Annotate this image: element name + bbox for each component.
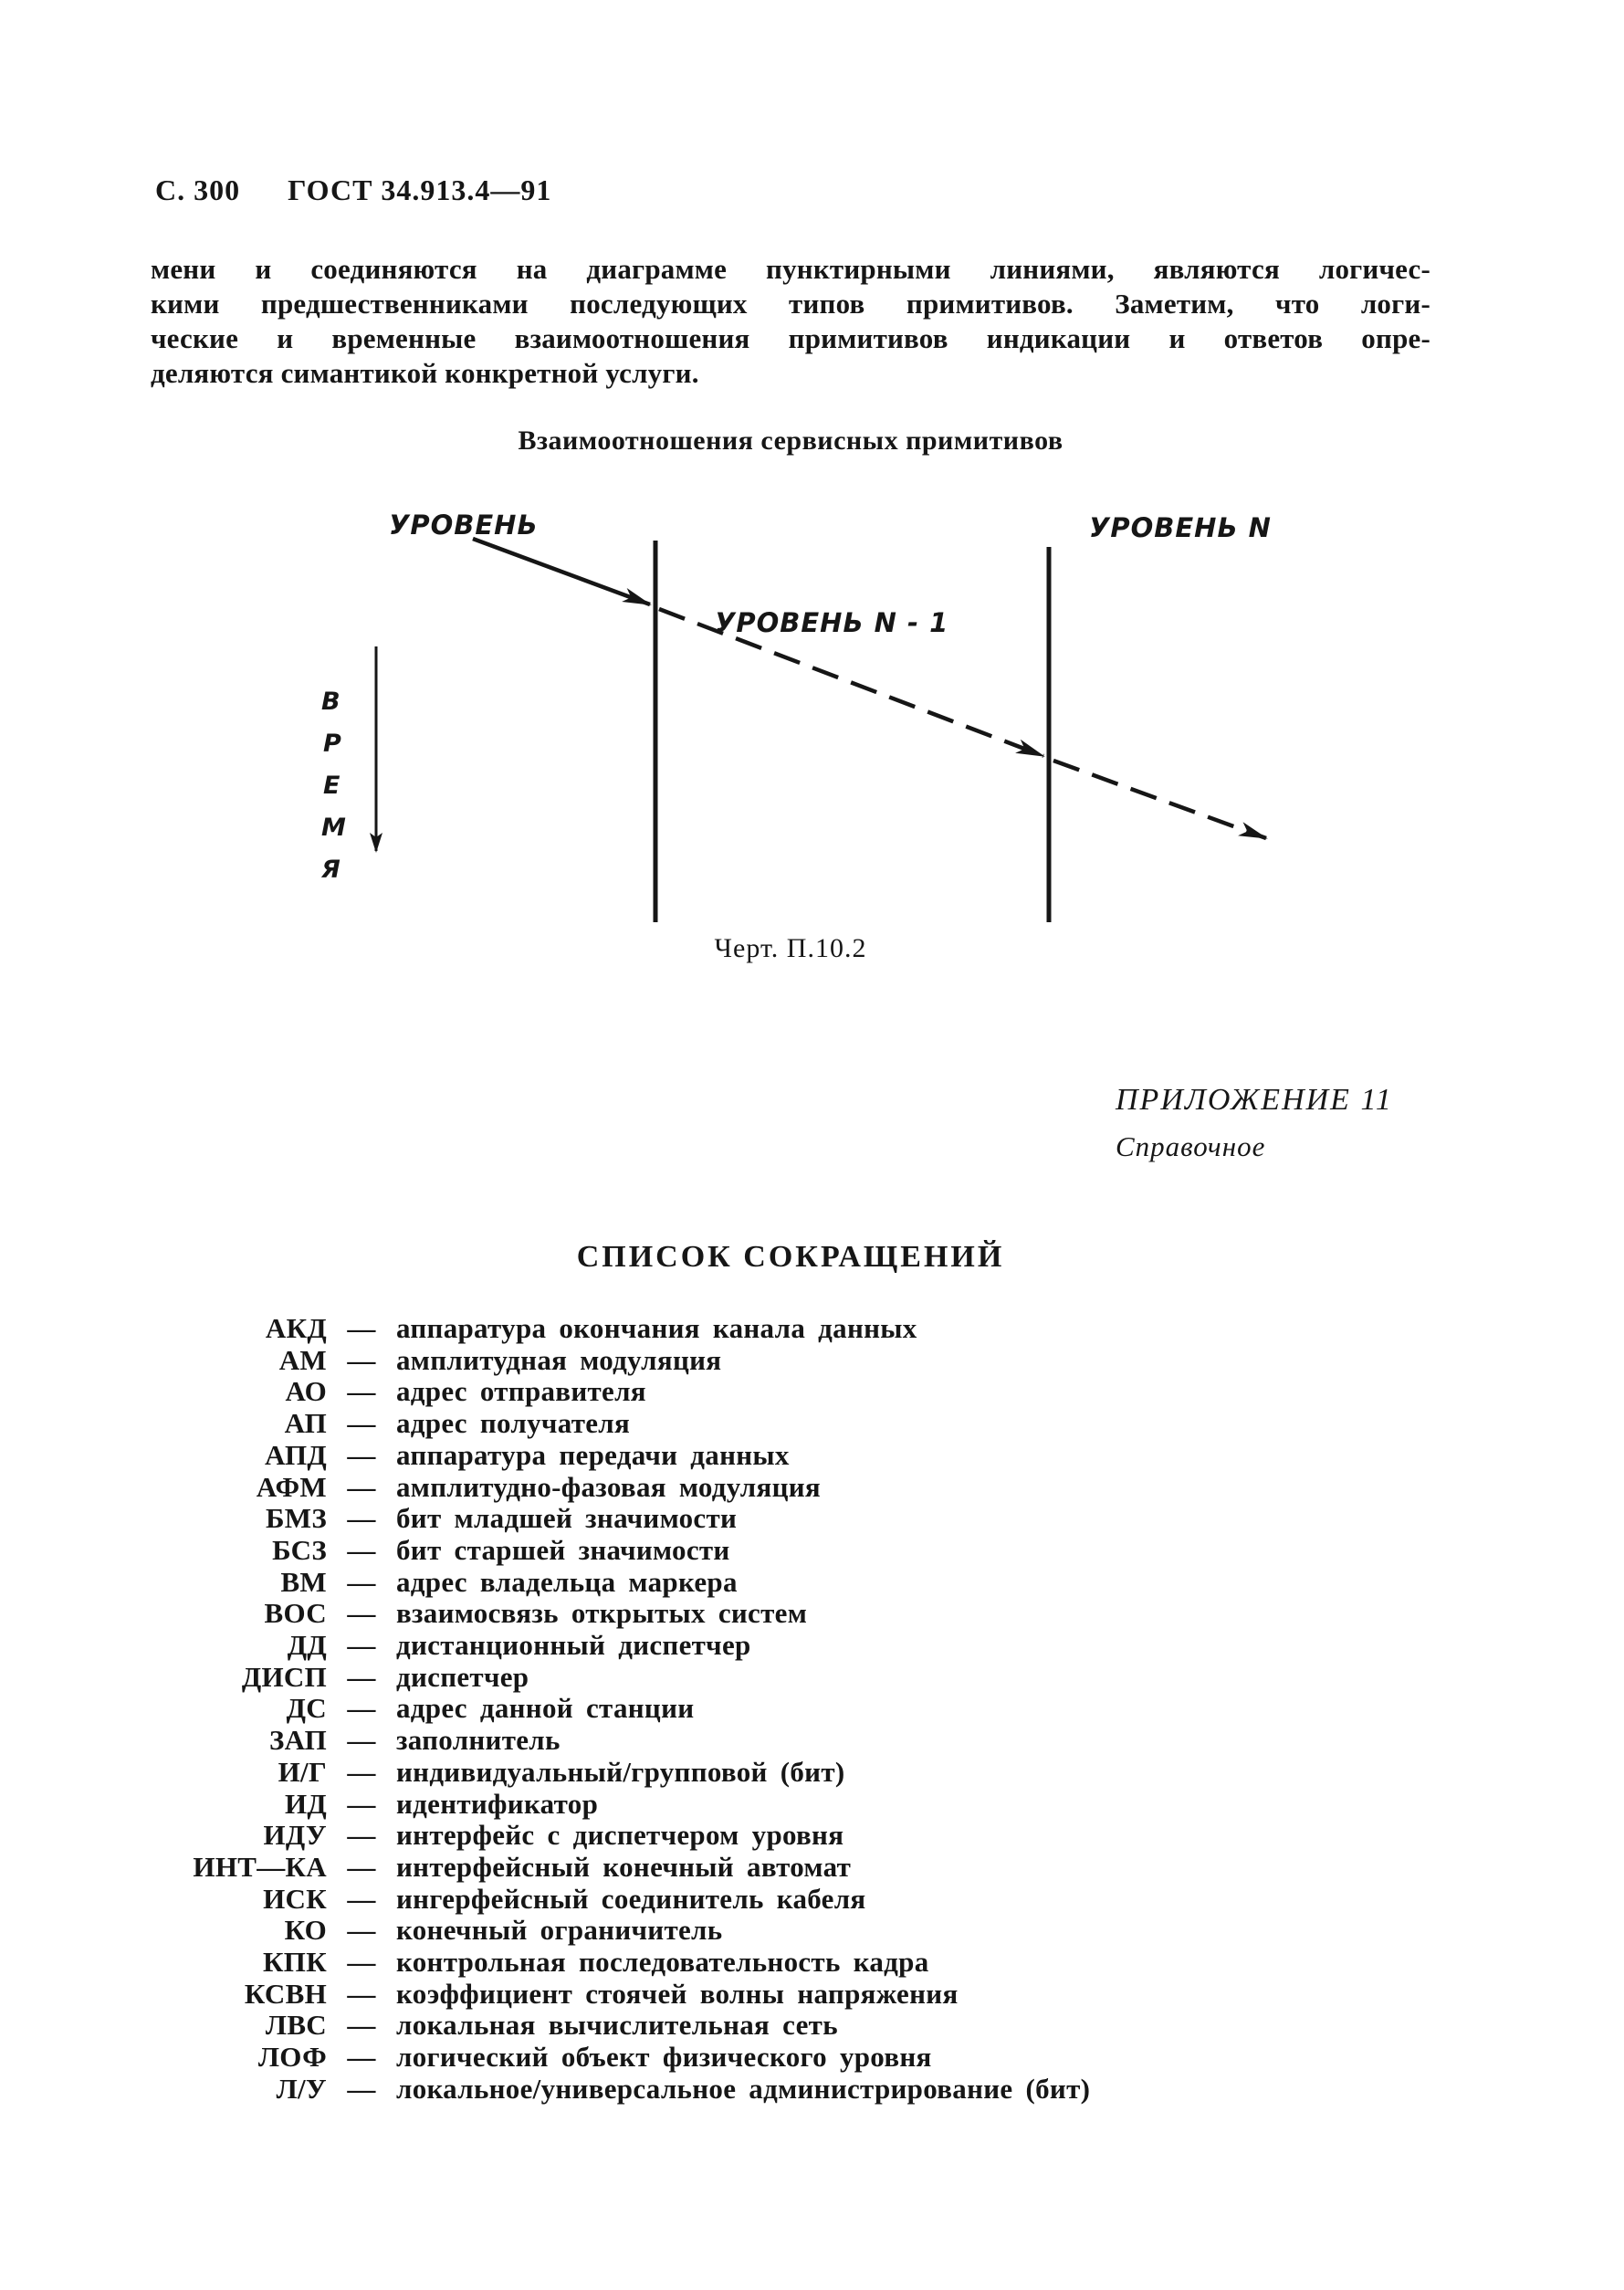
abbreviation-row	[137, 1567, 1470, 1599]
abbreviation-term: ДС	[286, 1692, 327, 1725]
abbreviation-definition: локальная вычислительная сеть	[396, 2009, 838, 2042]
abbreviation-row	[137, 1757, 1470, 1789]
abbreviation-definition: интерфейс с диспетчером уровня	[396, 1819, 844, 1852]
figure-title: Взаимоотношения сервисных примитивов	[518, 425, 1063, 456]
abbreviation-row	[137, 1630, 1470, 1662]
abbreviation-row	[137, 1979, 1470, 2011]
abbreviation-row	[137, 1789, 1470, 1821]
service-primitives-diagram	[310, 493, 1315, 931]
paragraph-line: ческие и временные взаимоотношения примитивов индикации и ответов опре-	[151, 322, 1430, 354]
abbreviation-row	[137, 2010, 1470, 2042]
body-paragraph	[151, 252, 1430, 391]
abbreviation-row	[137, 1345, 1470, 1377]
dash-separator: —	[347, 1914, 376, 1947]
abbreviation-term: И/Г	[278, 1755, 327, 1788]
abbreviation-definition: локальное/универсальное администрирование (бит)	[396, 2072, 1091, 2105]
abbreviation-definition: адрес отправителя	[396, 1375, 646, 1408]
abbreviation-definition: диспетчер	[396, 1660, 529, 1693]
dash-separator: —	[347, 1977, 376, 2010]
abbreviation-definition: логический объект физического уровня	[396, 2041, 932, 2074]
abbreviation-row	[137, 1503, 1470, 1535]
abbreviation-definition: бит старшей значимости	[396, 1533, 730, 1566]
abbreviation-term: ДИСП	[241, 1660, 327, 1693]
dash-separator: —	[347, 1533, 376, 1566]
abbreviation-term: ВОС	[264, 1597, 327, 1630]
page-number: С. 300	[155, 173, 241, 206]
level-label: УРОВЕНЬ	[389, 509, 539, 541]
abbreviation-list	[137, 1313, 1470, 2106]
abbreviation-definition: аппаратура окончания канала данных	[396, 1312, 917, 1344]
abbreviation-term: Л/У	[276, 2072, 327, 2105]
dash-separator: —	[347, 1660, 376, 1693]
abbreviation-term: АФМ	[256, 1470, 327, 1503]
figure-caption: Черт. П.10.2	[714, 933, 867, 963]
paragraph-line: деляются симантикой конкретной услуги.	[151, 357, 699, 389]
abbreviation-term: АКД	[265, 1312, 327, 1344]
abbreviation-term: ИСК	[263, 1882, 327, 1915]
abbreviation-row	[137, 1947, 1470, 1979]
abbreviation-row	[137, 1535, 1470, 1567]
abbreviation-definition: идентификатор	[396, 1787, 599, 1820]
time-letter-v: В	[321, 688, 341, 716]
dash-separator: —	[347, 1787, 376, 1820]
dash-separator: —	[347, 1565, 376, 1598]
dash-separator: —	[347, 1882, 376, 1915]
dash-separator: —	[347, 2041, 376, 2074]
abbreviation-definition: индивидуальный/групповой (бит)	[396, 1755, 845, 1788]
abbreviation-term: ДД	[287, 1629, 327, 1662]
abbreviation-term: ИНТ—КА	[193, 1850, 327, 1883]
time-letter-m: М	[321, 814, 346, 842]
dash-separator: —	[347, 1755, 376, 1788]
dash-separator: —	[347, 2072, 376, 2105]
abbreviation-term: БМЗ	[265, 1502, 327, 1535]
dash-separator: —	[347, 1692, 376, 1725]
abbreviation-definition: заполнитель	[396, 1724, 561, 1757]
abbreviation-row	[137, 2074, 1470, 2106]
abbreviation-row	[137, 1884, 1470, 1916]
abbreviation-definition: интерфейсный конечный автомат	[396, 1850, 852, 1883]
dash-separator: —	[347, 2009, 376, 2042]
abbreviation-row	[137, 1472, 1470, 1504]
abbreviation-definition: адрес данной станции	[396, 1692, 695, 1725]
abbreviation-row	[137, 1662, 1470, 1694]
abbreviation-row	[137, 1408, 1470, 1440]
abbreviation-term: АО	[285, 1375, 327, 1408]
abbreviation-term: ИД	[284, 1787, 327, 1820]
paragraph-line: мени и соединяются на диаграмме пунктирными линиями, являются логичес-	[151, 253, 1430, 285]
dash-separator: —	[347, 1597, 376, 1630]
dash-separator: —	[347, 1407, 376, 1440]
abbreviation-row	[137, 1820, 1470, 1852]
abbreviation-row	[137, 1915, 1470, 1947]
abbreviation-definition: коэффициент стоячей волны напряжения	[396, 1977, 959, 2010]
dash-separator: —	[347, 1502, 376, 1535]
time-letter-e: Е	[323, 772, 341, 800]
dash-separator: —	[347, 1724, 376, 1757]
abbreviation-term: КПК	[263, 1946, 327, 1979]
abbreviation-definition: конечный ограничитель	[396, 1914, 723, 1947]
abbreviation-definition: взаимосвязь открытых систем	[396, 1597, 808, 1630]
page-header	[155, 173, 551, 207]
paragraph-line: кими предшественниками последующих типов примитивов. Заметим, что логи-	[151, 288, 1430, 320]
abbreviation-definition: ингерфейсный соединитель кабеля	[396, 1882, 866, 1915]
appendix-subtitle: Справочное	[1116, 1130, 1266, 1162]
time-letter-ya: Я	[321, 856, 341, 884]
dash-separator: —	[347, 1438, 376, 1471]
dash-separator: —	[347, 1375, 376, 1408]
abbreviation-term: ЗАП	[269, 1724, 327, 1757]
standard-number: ГОСТ 34.913.4—91	[288, 173, 552, 206]
abbreviation-term: АП	[284, 1407, 327, 1440]
level-n-label: УРОВЕНЬ N	[1089, 512, 1272, 543]
abbreviation-term: БСЗ	[272, 1533, 327, 1566]
abbreviation-definition: амплитудно-фазовая модуляция	[396, 1470, 821, 1503]
primitive-arrow-dashed-2	[1053, 761, 1266, 838]
abbreviation-term: АМ	[278, 1343, 327, 1376]
time-letter-r: Р	[323, 730, 341, 758]
abbreviation-row	[137, 1725, 1470, 1757]
dash-separator: —	[347, 1850, 376, 1883]
abbreviation-term: КО	[284, 1914, 327, 1947]
abbreviation-row	[137, 2042, 1470, 2074]
abbreviation-row	[137, 1852, 1470, 1884]
appendix-title: ПРИЛОЖЕНИЕ 11	[1116, 1083, 1393, 1117]
abbreviation-term: ИДУ	[263, 1819, 327, 1852]
abbreviation-term: КСВН	[244, 1977, 327, 2010]
level-n-minus-1-label: УРОВЕНЬ N - 1	[715, 607, 949, 638]
dash-separator: —	[347, 1629, 376, 1662]
appendix-block	[1116, 1083, 1393, 1163]
dash-separator: —	[347, 1312, 376, 1344]
abbreviation-row	[137, 1440, 1470, 1472]
abbreviation-term: ВМ	[280, 1565, 327, 1598]
abbreviation-definition: бит младшей значимости	[396, 1502, 738, 1535]
abbreviation-row	[137, 1598, 1470, 1630]
abbreviation-definition: контрольная последовательность кадра	[396, 1946, 929, 1979]
abbreviation-row	[137, 1693, 1470, 1725]
abbreviation-row	[137, 1313, 1470, 1345]
dash-separator: —	[347, 1343, 376, 1376]
dash-separator: —	[347, 1470, 376, 1503]
abbreviations-heading: СПИСОК СОКРАЩЕНИЙ	[576, 1240, 1005, 1274]
abbreviation-term: АПД	[265, 1438, 327, 1471]
abbreviation-definition: адрес владельца маркера	[396, 1565, 738, 1598]
dash-separator: —	[347, 1819, 376, 1852]
abbreviation-term: ЛОФ	[257, 2041, 327, 2074]
abbreviation-row	[137, 1376, 1470, 1408]
primitive-arrow-solid	[473, 539, 650, 604]
abbreviation-definition: аппаратура передачи данных	[396, 1438, 790, 1471]
abbreviation-definition: амплитудная модуляция	[396, 1343, 722, 1376]
dash-separator: —	[347, 1946, 376, 1979]
abbreviation-definition: адрес получателя	[396, 1407, 631, 1440]
abbreviation-definition: дистанционный диспетчер	[396, 1629, 751, 1662]
abbreviation-term: ЛВС	[265, 2009, 327, 2042]
